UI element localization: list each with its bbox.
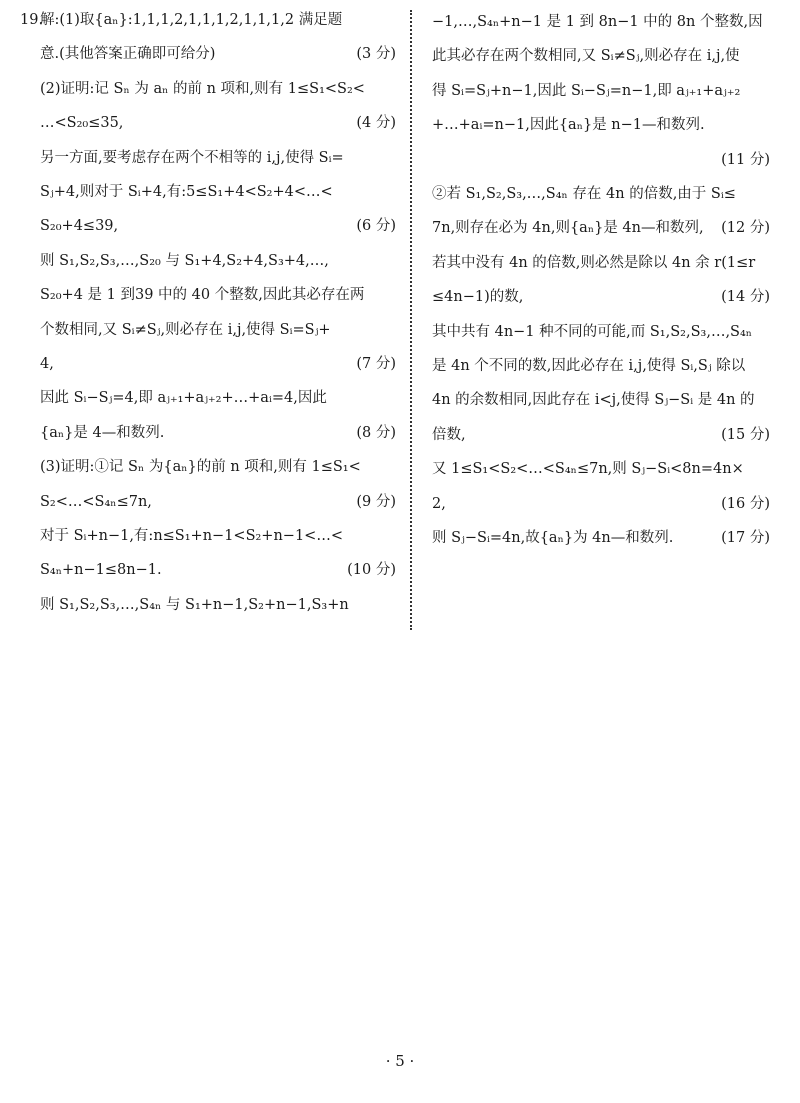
score-label: (12 分) (721, 220, 770, 237)
answer-line (432, 184, 770, 204)
score-label: (11 分) (721, 151, 770, 168)
answer-line-text: 又 1≤S₁<S₂<…<S₄ₙ≤7n,则 Sⱼ−Sᵢ<8n=4n× (432, 461, 744, 478)
answer-line (20, 10, 396, 30)
answer-line (40, 526, 396, 546)
answer-line (40, 388, 396, 408)
answer-line (432, 459, 770, 479)
answer-line-text: (2)证明:记 Sₙ 为 aₙ 的前 n 项和,则有 1≤S₁<S₂< (40, 80, 365, 97)
answer-line-text: 此其必存在两个数相同,又 Sᵢ≠Sⱼ,则必存在 i,j,使 (432, 48, 740, 65)
answer-line-text: 解:(1)取{aₙ}:1,1,1,2,1,1,1,2,1,1,1,2 满足题 (40, 12, 343, 28)
score-label: (9 分) (356, 493, 396, 510)
answer-line (432, 356, 770, 376)
answer-line-text: 倍数, (432, 426, 466, 443)
answer-line-text: −1,…,S₄ₙ+n−1 是 1 到 8n−1 中的 8n 个整数,因 (432, 14, 763, 30)
score-label: (6 分) (356, 218, 396, 235)
answer-line (432, 253, 770, 273)
answer-line (432, 390, 770, 410)
answer-line (432, 115, 770, 135)
score-label: (17 分) (721, 530, 770, 546)
answer-line-text: 7n,则存在必为 4n,则{aₙ}是 4n—和数列, (432, 220, 704, 237)
answer-line (40, 44, 396, 64)
answer-line-text: S₄ₙ+n−1≤8n−1. (40, 562, 162, 579)
answer-line-text: 则 S₁,S₂,S₃,…,S₂₀ 与 S₁+4,S₂+4,S₃+4,…, (40, 252, 329, 269)
answer-line-text: 4n 的余数相同,因此存在 i<j,使得 Sⱼ−Sᵢ 是 4n 的 (432, 392, 755, 409)
score-label: (8 分) (356, 424, 396, 441)
score-label: (10 分) (347, 562, 396, 579)
score-label: (7 分) (356, 356, 396, 372)
answer-line (432, 528, 770, 548)
score-label: (3 分) (356, 46, 396, 63)
score-label: (4 分) (356, 115, 396, 132)
answer-line-text: {aₙ}是 4—和数列. (40, 424, 165, 441)
answer-line (432, 81, 770, 101)
answer-line-text: S₂<…<S₄ₙ≤7n, (40, 493, 152, 510)
answer-line (40, 423, 396, 443)
answer-line (432, 425, 770, 445)
answer-line-text: 对于 Sᵢ+n−1,有:n≤S₁+n−1<S₂+n−1<…< (40, 528, 343, 544)
answer-line-text: Sⱼ+4,则对于 Sᵢ+4,有:5≤S₁+4<S₂+4<…< (40, 184, 333, 200)
answer-line-text: 4, (40, 356, 54, 372)
answer-line-text: (3)证明:①记 Sₙ 为{aₙ}的前 n 项和,则有 1≤S₁< (40, 459, 361, 476)
score-label: (14 分) (721, 289, 770, 306)
answer-line-text: 2, (432, 495, 446, 512)
answer-line-text: 意.(其他答案正确即可给分) (40, 46, 216, 63)
answer-line-text: S₂₀+4≤39, (40, 218, 119, 235)
problem-number: 19. (20, 12, 44, 28)
score-label: (15 分) (721, 426, 770, 443)
answer-line-text: 另一方面,要考虑存在两个不相等的 i,j,使得 Sᵢ= (40, 149, 344, 166)
answer-line (40, 320, 396, 340)
page-number: · 5 · (385, 1052, 415, 1070)
answer-line (432, 494, 770, 514)
answer-line-text: ②若 S₁,S₂,S₃,…,S₄ₙ 存在 4n 的倍数,由于 Sᵢ≤ (432, 186, 736, 202)
answer-line-text: 个数相同,又 Sᵢ≠Sⱼ,则必存在 i,j,使得 Sᵢ=Sⱼ+ (40, 321, 331, 338)
answer-line (40, 216, 396, 236)
answer-line (432, 218, 770, 238)
answer-line (40, 285, 396, 305)
answer-line-text: …<S₂₀≤35, (40, 115, 124, 132)
answer-line (432, 287, 770, 307)
answer-line (40, 182, 396, 202)
answer-line-text: 是 4n 个不同的数,因此必存在 i,j,使得 Sᵢ,Sⱼ 除以 (432, 358, 746, 374)
score-label: (16 分) (721, 495, 770, 512)
answer-line (40, 79, 396, 99)
answer-line (432, 46, 770, 66)
answer-line (40, 560, 396, 580)
answer-line-text: +…+aᵢ=n−1,因此{aₙ}是 n−1—和数列. (432, 117, 705, 134)
answer-line (432, 150, 770, 170)
answer-line-text: 其中共有 4n−1 种不同的可能,而 S₁,S₂,S₃,…,S₄ₙ (432, 323, 753, 340)
answer-line (40, 148, 396, 168)
answer-line-text: S₂₀+4 是 1 到39 中的 40 个整数,因此其必存在两 (40, 287, 365, 304)
answer-line-text: 得 Sᵢ=Sⱼ+n−1,因此 Sᵢ−Sⱼ=n−1,即 aⱼ₊₁+aⱼ₊₂ (432, 82, 741, 99)
answer-line-text: ≤4n−1)的数, (432, 289, 524, 306)
answer-line (40, 492, 396, 512)
answer-line (40, 595, 396, 615)
answer-line-text: 则 S₁,S₂,S₃,…,S₄ₙ 与 S₁+n−1,S₂+n−1,S₃+n (40, 596, 349, 613)
column-divider (410, 10, 412, 630)
answer-line (40, 457, 396, 477)
answer-line-text: 因此 Sᵢ−Sⱼ=4,即 aⱼ₊₁+aⱼ₊₂+…+aᵢ=4,因此 (40, 390, 327, 407)
answer-line (40, 354, 396, 374)
answer-line-text: 若其中没有 4n 的倍数,则必然是除以 4n 余 r(1≤r (432, 254, 756, 271)
answer-line (40, 251, 396, 271)
answer-line (40, 113, 396, 133)
answer-line-text: 则 Sⱼ−Sᵢ=4n,故{aₙ}为 4n—和数列. (432, 530, 674, 546)
answer-line (432, 12, 770, 32)
answer-line (432, 322, 770, 342)
